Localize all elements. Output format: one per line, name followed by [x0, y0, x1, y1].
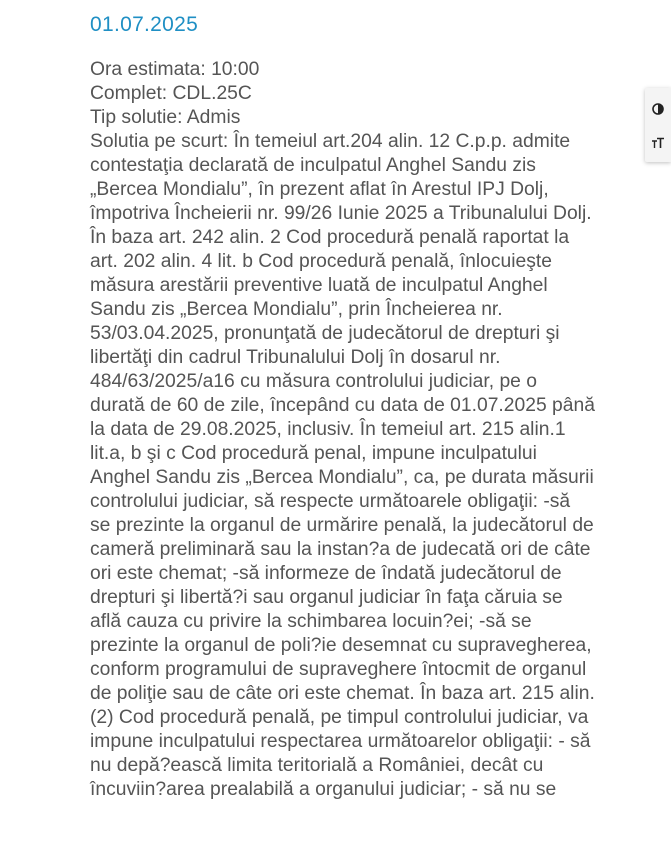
accessibility-toolbar [645, 88, 671, 162]
detail-line: libertăţi din cadrul Tribunalului Dolj în dosarul nr. [90, 347, 501, 368]
detail-line: Ora estimata: 10:00 [90, 59, 260, 80]
detail-line: Tip solutie: Admis [90, 107, 241, 128]
detail-line: lit.a, b şi c Cod procedură penal, impune inculpatului [90, 443, 537, 464]
detail-line: (2) Cod procedură penală, pe timpul controlului judiciar, va [90, 707, 589, 728]
detail-line: conform programului de supraveghere întocmit de organul [90, 659, 587, 680]
detail-line: Complet: CDL.25C [90, 83, 252, 104]
detail-line: durată de 60 de zile, începând cu data de 01.07.2025 până [90, 395, 595, 416]
detail-line: art. 202 alin. 4 lit. b Cod procedură penală, înlocuieşte [90, 251, 552, 272]
contrast-button[interactable] [645, 96, 671, 122]
detail-line: nu depă?ească limita teritorială a României, decât cu [90, 755, 544, 776]
detail-line: contestaţia declarată de inculpatul Anghel Sandu zis [90, 155, 536, 176]
font-size-icon [651, 137, 665, 149]
detail-line: „Bercea Mondialu”, în prezent aflat în Arestul IPJ Dolj, [90, 179, 549, 200]
detail-line: măsura arestării preventive luată de inculpatul Anghel [90, 275, 548, 296]
detail-line: Sandu zis „Bercea Mondialu”, prin Încheierea nr. [90, 299, 503, 320]
detail-line: drepturi şi libertă?i sau organul judiciar în faţa căruia se [90, 587, 563, 608]
detail-line: la data de 29.08.2025, inclusiv. În temeiul art. 215 alin.1 [90, 419, 566, 440]
detail-line: de poliţie sau de câte ori este chemat. În baza art. 215 alin. [90, 683, 595, 704]
detail-line: prezinte la organul de poli?ie desemnat cu supravegherea, [90, 635, 592, 656]
detail-line: ori este chemat; -să informeze de îndată judecătorul de [90, 563, 562, 584]
detail-line: 53/03.04.2025, pronunţată de judecătorul de drepturi şi [90, 323, 560, 344]
detail-line: impune inculpatului respectarea următoarelor obligaţii: - să [90, 731, 591, 752]
contrast-icon [652, 103, 664, 115]
detail-line: controlului judiciar, să respecte următoarele obligaţii: -să [90, 491, 571, 512]
detail-line: împotriva Încheierii nr. 99/26 Iunie 2025 a Tribunalului Dolj. [90, 203, 592, 224]
detail-line: Solutia pe scurt: În temeiul art.204 alin. 12 C.p.p. admite [90, 131, 571, 152]
detail-line: se prezinte la organul de urmărire penală, la judecătorul de [90, 515, 594, 536]
detail-line: află cauza cu privire la schimbarea locuin?ei; -să se [90, 611, 532, 632]
font-size-button[interactable] [645, 130, 671, 156]
detail-line: Anghel Sandu zis „Bercea Mondialu”, ca, pe durata măsurii [90, 467, 594, 488]
detail-line: 484/63/2025/a16 cu măsura controlului judiciar, pe o [90, 371, 537, 392]
case-entry [90, 12, 662, 802]
entry-details [90, 58, 662, 802]
entry-date: 01.07.2025 [90, 13, 199, 36]
detail-line: cameră preliminară sau la instan?a de judecată ori de câte [90, 539, 591, 560]
detail-line: încuviin?area prealabilă a organului judiciar; - să nu se [90, 779, 557, 800]
detail-line: În baza art. 242 alin. 2 Cod procedură penală raportat la [90, 227, 570, 248]
